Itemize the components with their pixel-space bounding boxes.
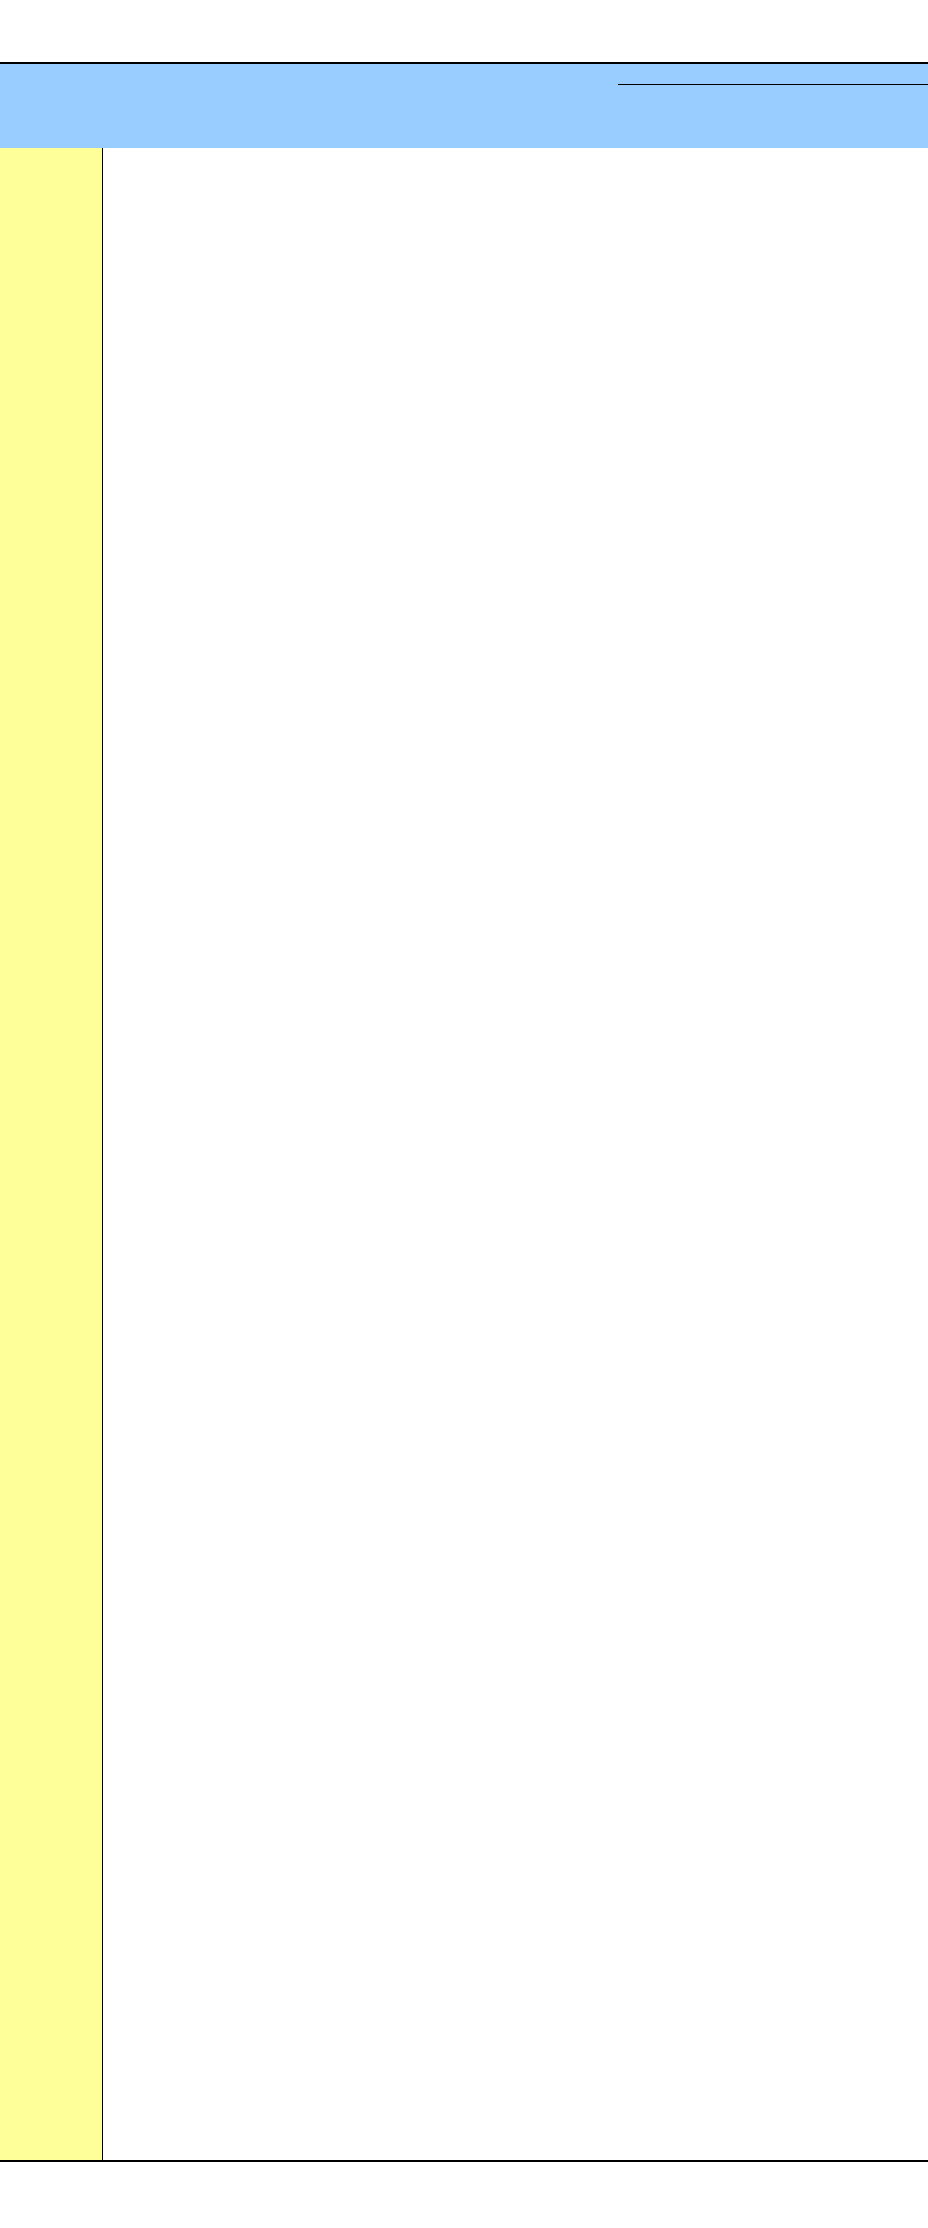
- header-group-rule: [618, 84, 928, 85]
- bottom-rule: [0, 2160, 928, 2162]
- stub-header: [0, 64, 102, 148]
- row-label-column: [0, 148, 103, 2160]
- table-header: [0, 64, 928, 148]
